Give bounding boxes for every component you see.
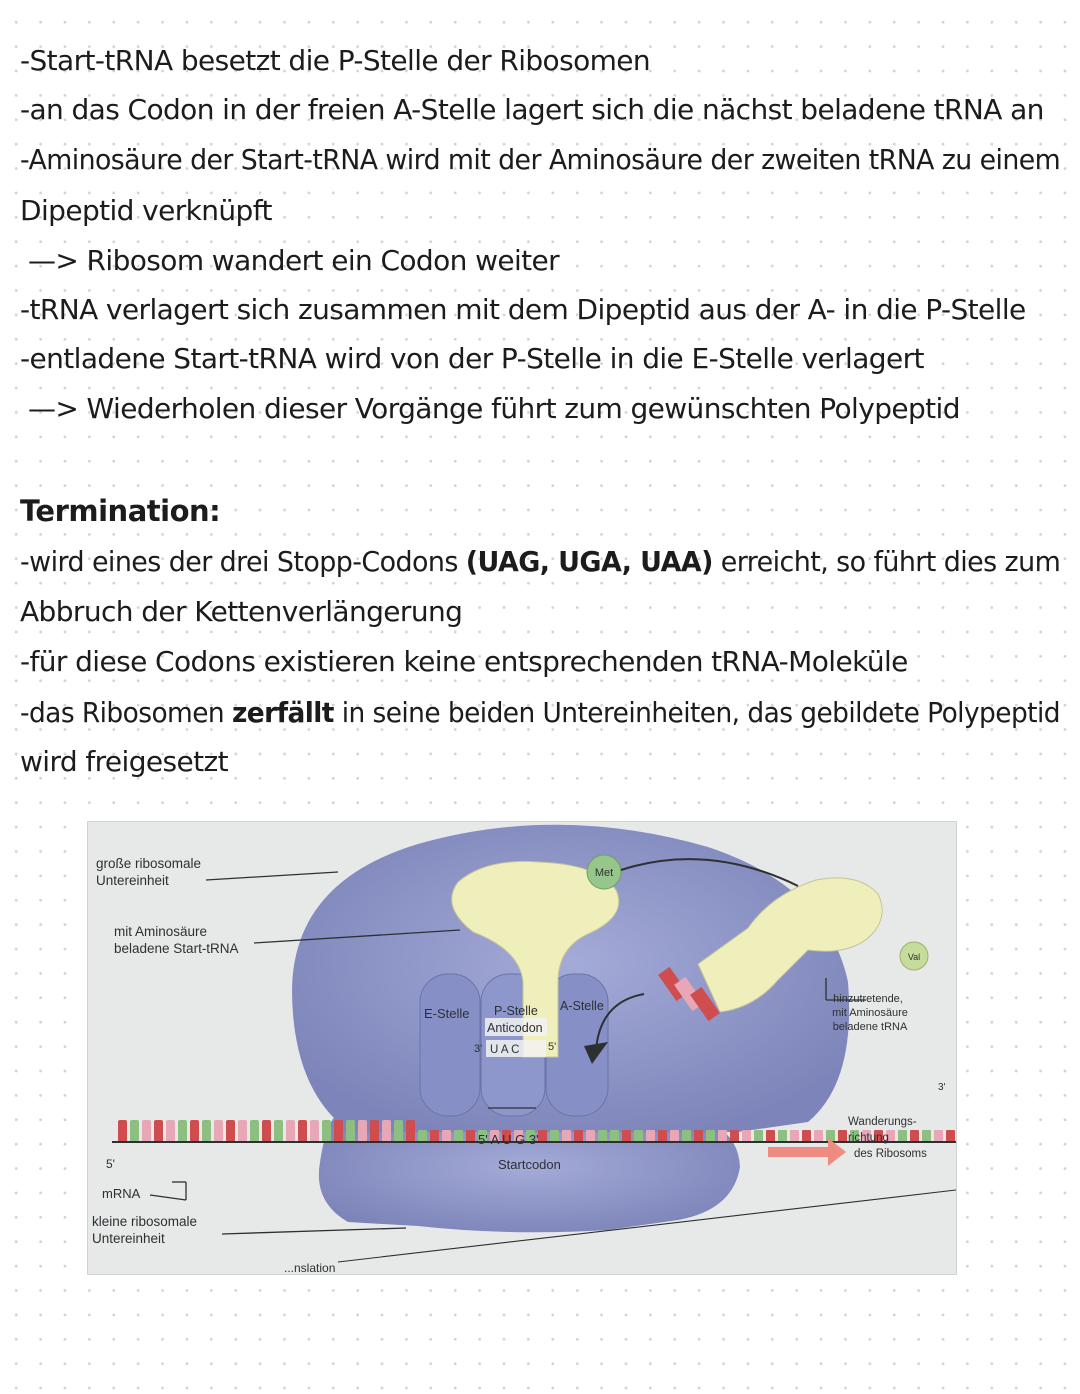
svg-text:5': 5' — [548, 1041, 557, 1053]
label-p-site: P-Stelle — [494, 1004, 538, 1018]
mrna-base — [586, 1130, 595, 1142]
mrna-base — [922, 1130, 931, 1142]
mrna-base — [346, 1120, 355, 1142]
label-mrna: mRNA — [102, 1186, 141, 1201]
label-5prime: 5' — [106, 1157, 115, 1171]
note-line-6: -tRNA verlagert sich zusammen mit dem Dipeptid aus der A- in die P-Stelle — [20, 293, 1026, 326]
mrna-base — [370, 1120, 379, 1142]
note-line-4: Dipeptid verknüpft — [20, 194, 272, 227]
note-line-7: -entladene Start-tRNA wird von der P-Stelle in die E-Stelle verlagert — [20, 342, 924, 375]
mrna-base — [910, 1130, 919, 1142]
mrna-base — [538, 1130, 547, 1142]
codon-sequence: 5' A U G 3' — [478, 1132, 539, 1147]
label-startcodon: Startcodon — [498, 1157, 561, 1172]
mrna-base — [658, 1130, 667, 1142]
label-start-trna: mit Aminosäure — [114, 924, 208, 939]
mrna-base — [214, 1120, 223, 1142]
label-e-site: E-Stelle — [424, 1006, 470, 1021]
svg-text:Untereinheit: Untereinheit — [92, 1231, 165, 1246]
svg-text:richtung: richtung — [848, 1132, 889, 1144]
svg-text:beladene Start-tRNA: beladene Start-tRNA — [114, 941, 239, 956]
mrna-base — [394, 1120, 403, 1142]
mrna-base — [670, 1130, 679, 1142]
mrna-base — [646, 1130, 655, 1142]
note-line-1: -Start-tRNA besetzt die P-Stelle der Ribosomen — [20, 44, 651, 77]
termination-line-5: wird freigesetzt — [20, 745, 229, 778]
mrna-base — [754, 1130, 763, 1142]
e-site-cylinder — [420, 974, 483, 1116]
mrna-base — [598, 1130, 607, 1142]
svg-text:des Ribosoms: des Ribosoms — [854, 1148, 927, 1160]
mrna-base — [430, 1130, 439, 1142]
mrna-base — [190, 1120, 199, 1142]
label-incoming-trna: hinzutretende, — [833, 993, 903, 1005]
mrna-base — [466, 1130, 475, 1142]
mrna-base — [946, 1130, 955, 1142]
mrna-base — [838, 1130, 847, 1142]
mrna-base — [286, 1120, 295, 1142]
termination-heading: Termination: — [20, 494, 221, 528]
svg-text:Val: Val — [907, 952, 921, 962]
label-a-site: A-Stelle — [560, 999, 604, 1013]
label-direction: Wanderungs- — [848, 1116, 917, 1128]
mrna-base — [274, 1120, 283, 1142]
mrna-base — [562, 1130, 571, 1142]
mrna-base — [262, 1120, 271, 1142]
note-line-8: —> Wiederholen dieser Vorgänge führt zum gewünschten Polypeptid — [28, 392, 960, 425]
mrna-base — [802, 1130, 811, 1142]
label-3prime: 3' — [938, 1082, 946, 1093]
mrna-base — [814, 1130, 823, 1142]
mrna-base — [718, 1130, 727, 1142]
mrna-base — [634, 1130, 643, 1142]
svg-text:beladene tRNA: beladene tRNA — [832, 1021, 908, 1033]
mrna-base — [778, 1130, 787, 1142]
termination-line-3: -für diese Codons existieren keine entsprechenden tRNA-Moleküle — [20, 645, 908, 678]
label-cut-off: ...nslation — [284, 1261, 336, 1274]
termination-line-2: Abbruch der Kettenverlängerung — [20, 595, 463, 628]
mrna-base — [766, 1130, 775, 1142]
mrna-base — [898, 1130, 907, 1142]
mrna-base — [358, 1120, 367, 1142]
mrna-base — [406, 1120, 415, 1142]
mrna-base — [742, 1130, 751, 1142]
zerfaellt-bold: zerfällt — [231, 696, 334, 729]
mrna-base — [790, 1130, 799, 1142]
note-line-2: -an das Codon in der freien A-Stelle lagert sich die nächst beladene tRNA an — [20, 93, 1044, 126]
mrna-base — [130, 1120, 139, 1142]
mrna-base — [442, 1130, 451, 1142]
mrna-base — [310, 1120, 319, 1142]
label-large-subunit: große ribosomale — [96, 856, 202, 871]
svg-text:Untereinheit: Untereinheit — [96, 873, 169, 888]
mrna-base — [934, 1130, 943, 1142]
mrna-base — [418, 1130, 427, 1142]
mrna-base — [454, 1130, 463, 1142]
mrna-base — [730, 1130, 739, 1142]
mrna-base — [574, 1130, 583, 1142]
note-line-3: -Aminosäure der Start-tRNA wird mit der Aminosäure der zweiten tRNA zu einem — [20, 143, 1061, 176]
ribosome-diagram-photo — [88, 822, 956, 1274]
label-small-subunit: kleine ribosomale — [92, 1214, 198, 1229]
mrna-base — [226, 1120, 235, 1142]
mrna-base — [682, 1130, 691, 1142]
mrna-base — [142, 1120, 151, 1142]
mrna-base — [610, 1130, 619, 1142]
mrna-base — [694, 1130, 703, 1142]
svg-text:Met: Met — [594, 867, 614, 879]
mrna-base — [178, 1120, 187, 1142]
mrna-base — [382, 1120, 391, 1142]
stop-codons: (UAG, UGA, UAA) — [465, 545, 713, 578]
mrna-base — [154, 1120, 163, 1142]
mrna-base — [166, 1120, 175, 1142]
mrna-base — [202, 1120, 211, 1142]
mrna-base — [550, 1130, 559, 1142]
svg-text:3': 3' — [474, 1043, 483, 1055]
mrna-base — [250, 1120, 259, 1142]
mrna-base — [118, 1120, 127, 1142]
mrna-base — [298, 1120, 307, 1142]
mrna-base — [322, 1120, 331, 1142]
mrna-base — [706, 1130, 715, 1142]
note-line-5: —> Ribosom wandert ein Codon weiter — [28, 244, 560, 277]
mrna-base — [622, 1130, 631, 1142]
anticodon-bases: U A C — [490, 1044, 520, 1056]
label-anticodon: Anticodon — [487, 1021, 543, 1035]
mrna-base — [238, 1120, 247, 1142]
svg-text:mit Aminosäure: mit Aminosäure — [832, 1007, 908, 1019]
mrna-base — [334, 1120, 343, 1142]
termination-line-4: -das Ribosomen zerfällt in seine beiden Untereinheiten, das gebildete Polypeptid — [20, 696, 1060, 729]
termination-line-1: -wird eines der drei Stopp-Codons (UAG, UGA, UAA) erreicht, so führt dies zum — [20, 545, 1061, 578]
